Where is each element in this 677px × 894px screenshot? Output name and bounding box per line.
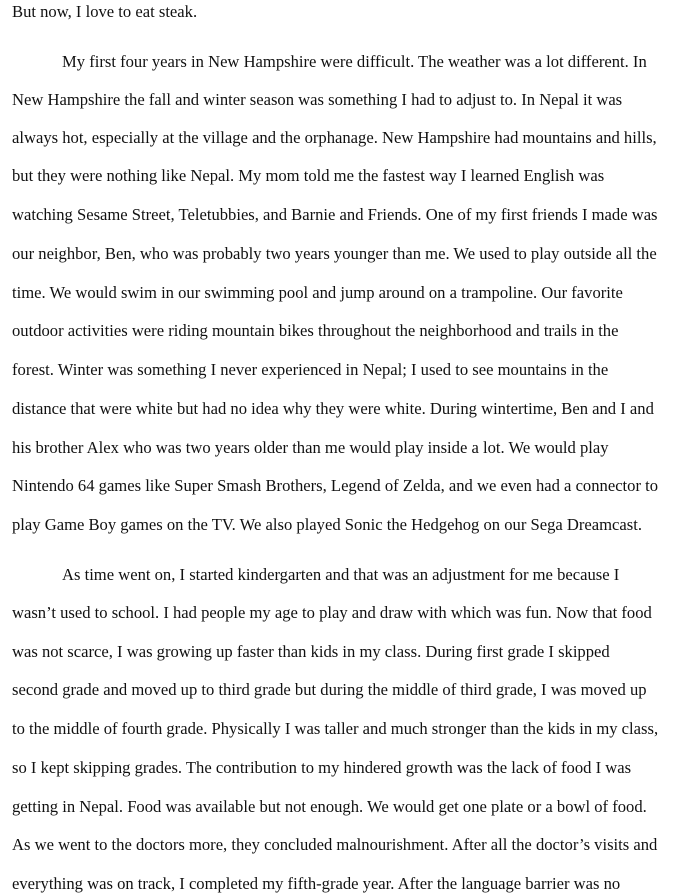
text-line: to the middle of fourth grade. Physically I was taller and much stronger than the kids in my class,: [12, 719, 659, 738]
text-line: our neighbor, Ben, who was probably two years younger than me. We used to play outside all the: [12, 244, 657, 263]
text-line: watching Sesame Street, Teletubbies, and Barnie and Friends. One of my first friends I made was: [12, 205, 658, 224]
text-line: wasn’t used to school. I had people my age to play and draw with which was fun. Now that food: [12, 603, 652, 622]
text-line: forest. Winter was something I never experienced in Nepal; I used to see mountains in the: [12, 360, 609, 379]
paragraph-first-line: My first four years in New Hampshire were difficult. The weather was a lot different. In: [62, 52, 647, 71]
text-line: always hot, especially at the village and the orphanage. New Hampshire had mountains and hills,: [12, 128, 657, 147]
text-line: New Hampshire the fall and winter season was something I had to adjust to. In Nepal it was: [12, 90, 623, 109]
text-line: his brother Alex who was two years older than me would play inside a lot. We would play: [12, 438, 609, 457]
text-line: play Game Boy games on the TV. We also played Sonic the Hedgehog on our Sega Dreamcast.: [12, 515, 643, 534]
text-line: but they were nothing like Nepal. My mom told me the fastest way I learned English was: [12, 166, 605, 185]
text-line: getting in Nepal. Food was available but not enough. We would get one plate or a bowl of food.: [12, 797, 647, 816]
text-line: outdoor activities were riding mountain bikes throughout the neighborhood and trails in the: [12, 321, 619, 340]
text-line: was not scarce, I was growing up faster than kids in my class. During first grade I skipped: [12, 642, 610, 661]
text-line: so I kept skipping grades. The contribution to my hindered growth was the lack of food I was: [12, 758, 632, 777]
text-line: Nintendo 64 games like Super Smash Brothers, Legend of Zelda, and we even had a connector to: [12, 476, 659, 495]
text-line: everything was on track, I completed my fifth-grade year. After the language barrier was no: [12, 874, 621, 893]
text-line: As we went to the doctors more, they concluded malnourishment. After all the doctor’s visits and: [12, 835, 658, 854]
text-line: time. We would swim in our swimming pool and jump around on a trampoline. Our favorite: [12, 283, 623, 302]
text-line: But now, I love to eat steak.: [12, 2, 198, 21]
text-line: second grade and moved up to third grade but during the middle of third grade, I was moved up: [12, 680, 647, 699]
paragraph-first-line: As time went on, I started kindergarten and that was an adjustment for me because I: [62, 565, 620, 584]
text-line: distance that were white but had no idea why they were white. During wintertime, Ben and I and: [12, 399, 654, 418]
